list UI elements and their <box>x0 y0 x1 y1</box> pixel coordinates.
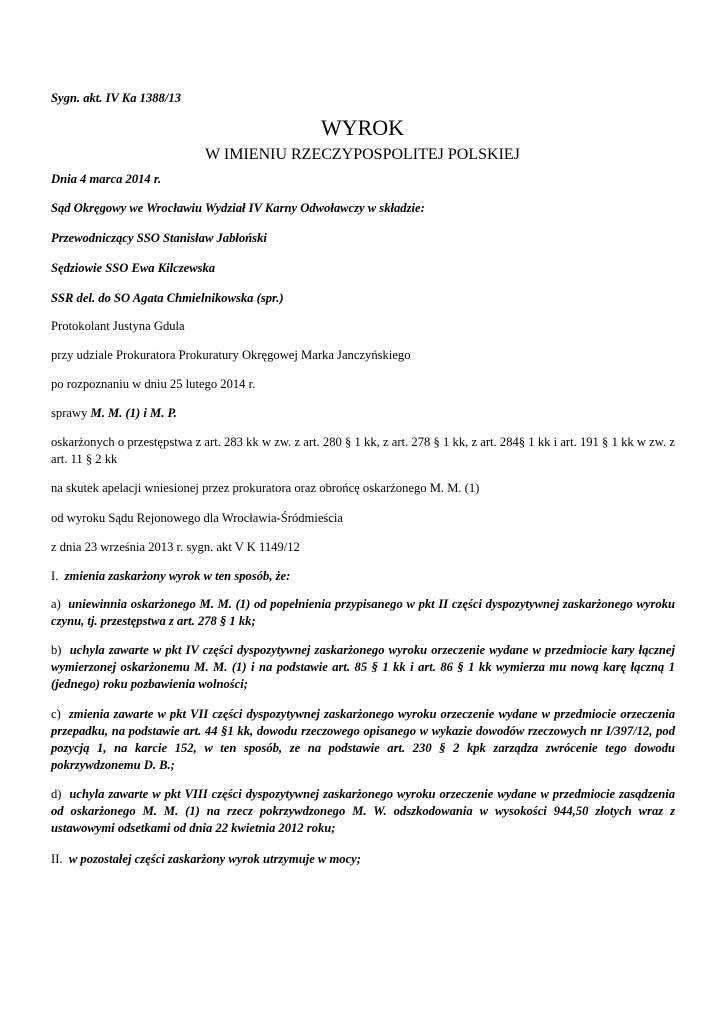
item-b <box>51 642 675 693</box>
section-2 <box>51 851 675 868</box>
document-title: WYROK <box>320 115 405 140</box>
item-c-marker: c) <box>51 707 61 721</box>
presiding-judge: Przewodniczący SSO Stanisław Jabłoński <box>51 231 267 245</box>
item-d <box>51 786 675 837</box>
case-parties: M. M. (1) i M. P. <box>90 406 177 420</box>
item-a <box>51 596 675 630</box>
charges-text: oskarżonych o przestępstwa z art. 283 kk w zw. z art. 280 § 1 kk, z art. 278 § 1 kk, z art. 284§ 1 kk i art. 191 § 1 kk w zw. z art. 11 § 2 kk <box>51 435 675 466</box>
case-prefix: sprawy <box>51 406 88 420</box>
section-2-marker: II. <box>51 852 63 866</box>
item-a-marker: a) <box>51 597 61 611</box>
item-d-marker: d) <box>51 787 62 801</box>
section-1-text: zmienia zaskarżony wyrok w ten sposób, że: <box>64 569 291 583</box>
item-b-marker: b) <box>51 643 62 657</box>
judges-line: Sędziowie SSO Ewa Kilczewska <box>51 261 216 275</box>
case-parties-line <box>51 405 675 422</box>
item-c-text: zmienia zawarte w pkt VII części dyspozytywnej zaskarżonego wyroku orzeczenie wydane w przedmiocie orzeczenia przepadku, na podstawie art. 44 §1 kk, dowodu rzeczowego opisanego w wykazie dowodów rzeczowych nr I/397/12, pod pozycją 1, na karcie 152, w ten sposób, ze na podstawie art. 230 § 2 kpk zarządza zwrócenie tego dowodu pokrzywdzonemu D. B.; <box>51 707 675 772</box>
hearing-line: po rozpoznaniu w dniu 25 lutego 2014 r. <box>51 377 256 391</box>
section-1 <box>51 568 675 585</box>
item-c <box>51 706 675 774</box>
judgment-date: Dnia 4 marca 2014 r. <box>51 172 162 186</box>
prosecutor-line: przy udziale Prokuratora Prokuratury Okręgowej Marka Janczyńskiego <box>51 348 411 362</box>
section-2-text: w pozostałej części zaskarżony wyrok utrzymuje w mocy; <box>68 852 361 866</box>
document-subtitle: W IMIENIU RZECZYPOSPOLITEJ POLSKIEJ <box>205 146 520 163</box>
item-d-text: uchyla zawarte w pkt VIII części dyspozytywnej zaskarżonego wyroku orzeczenie wydane w przedmiocie zasądzenia od oskarżonego M. M. (1) na rzecz pokrzywdzonego M. W. odszkodowania w wysokości 944,50 złotych wraz z ustawowymi odsetkami od dnia 22 kwietnia 2012 roku; <box>51 787 676 835</box>
item-a-text: uniewinnia oskarżonego M. M. (1) od popełnienia przypisanego w pkt II części dyspozytywnej zaskarżonego wyroku czynu, tj. przestępstwa z art. 278 § 1 kk; <box>51 597 675 628</box>
item-b-text: uchyla zawarte w pkt IV części dyspozytywnej zaskarżonego wyroku orzeczenie wydane w przedmiocie kary łącznej wymierzonej oskarżonemu M. M. (1) i na podstawie art. 85 § 1 kk i art. 86 § 1 kk wymierza mu nową karę łączną 1 (jednego) roku pozbawienia wolności; <box>51 643 675 691</box>
lower-court-date: z dnia 23 września 2013 r. sygn. akt V K 1149/12 <box>51 540 300 554</box>
appeal-line: na skutek apelacji wniesionej przez prokuratora oraz obrońcę oskarżonego M. M. (1) <box>51 481 480 495</box>
court-name: Sąd Okręgowy we Wrocławiu Wydział IV Karny Odwoławczy w składzie: <box>51 201 425 215</box>
clerk-line: Protokolant Justyna Gdula <box>51 319 185 333</box>
delegated-judge: SSR del. do SO Agata Chmielnikowska (spr.) <box>51 291 284 305</box>
case-reference: Sygn. akt. IV Ka 1388/13 <box>51 91 181 105</box>
lower-court-line: od wyroku Sądu Rejonowego dla Wrocławia-Śródmieścia <box>51 511 343 525</box>
section-1-marker: I. <box>51 569 59 583</box>
